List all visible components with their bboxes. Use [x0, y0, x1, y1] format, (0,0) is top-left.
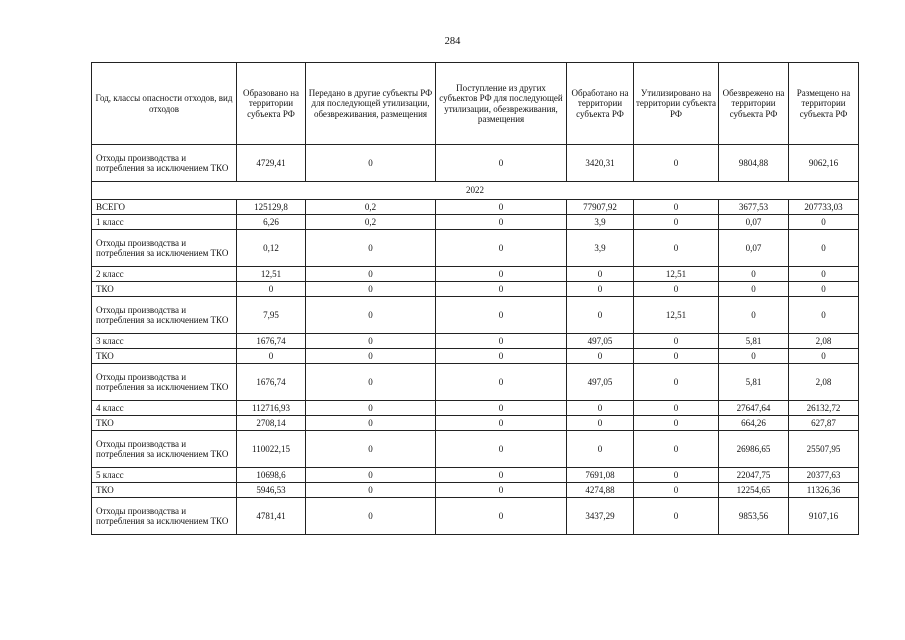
table-cell: 0 [436, 498, 567, 535]
row-label: Отходы производства и потребления за исключением ТКО [92, 297, 237, 334]
table-cell: 10698,6 [237, 468, 306, 483]
table-cell: 0 [634, 498, 719, 535]
table-cell: 0,12 [237, 230, 306, 267]
row-label: ВСЕГО [92, 200, 237, 215]
table-cell: 12,51 [634, 297, 719, 334]
table-cell: 0 [634, 431, 719, 468]
table-row [92, 215, 859, 230]
table-row [92, 431, 859, 468]
table-cell: 11326,36 [789, 483, 859, 498]
table-cell: 0 [567, 431, 634, 468]
row-label: ТКО [92, 282, 237, 297]
table-cell: 2,08 [789, 364, 859, 401]
table-cell: 12254,65 [719, 483, 789, 498]
page-number: 284 [444, 36, 461, 47]
table-cell: 112716,93 [237, 401, 306, 416]
table-cell: 12,51 [634, 267, 719, 282]
table-cell: 0 [634, 200, 719, 215]
column-header: Обезврежено на территории субъекта РФ [719, 63, 789, 145]
table-cell: 0 [306, 230, 436, 267]
table-cell: 0 [634, 145, 719, 182]
table-cell: 125129,8 [237, 200, 306, 215]
table-row [92, 483, 859, 498]
table-cell: 110022,15 [237, 431, 306, 468]
table-cell: 0 [719, 349, 789, 364]
table-cell: 4781,41 [237, 498, 306, 535]
table-cell: 9062,16 [789, 145, 859, 182]
table-cell: 9107,16 [789, 498, 859, 535]
table-cell: 5946,53 [237, 483, 306, 498]
table-cell: 0 [567, 416, 634, 431]
table-body-year [92, 200, 859, 535]
table-cell: 0 [306, 297, 436, 334]
row-label: ТКО [92, 483, 237, 498]
table-cell: 0 [436, 215, 567, 230]
table-cell: 497,05 [567, 334, 634, 349]
table-cell: 0 [634, 416, 719, 431]
table-cell: 26132,72 [789, 401, 859, 416]
table-cell: 0 [719, 282, 789, 297]
table-cell: 0 [634, 215, 719, 230]
table-row [92, 498, 859, 535]
table-cell: 0 [436, 483, 567, 498]
table-row [92, 297, 859, 334]
table-cell: 0 [436, 334, 567, 349]
table-row [92, 200, 859, 215]
table-cell: 497,05 [567, 364, 634, 401]
table-row [92, 334, 859, 349]
column-header: Утилизировано на территории субъекта РФ [634, 63, 719, 145]
table-cell: 25507,95 [789, 431, 859, 468]
table-cell: 0 [306, 498, 436, 535]
table-cell: 1676,74 [237, 364, 306, 401]
table-cell: 3420,31 [567, 145, 634, 182]
table-cell: 0 [567, 297, 634, 334]
table-cell: 0 [436, 401, 567, 416]
table-cell: 0 [237, 349, 306, 364]
table-row [92, 401, 859, 416]
row-label: 3 класс [92, 334, 237, 349]
table-header-row [92, 63, 859, 145]
table-cell: 3,9 [567, 215, 634, 230]
table-cell: 0 [436, 349, 567, 364]
table-cell: 0 [436, 364, 567, 401]
table-cell: 0 [436, 145, 567, 182]
table-cell: 0 [634, 468, 719, 483]
table-cell: 0 [436, 267, 567, 282]
table-cell: 20377,63 [789, 468, 859, 483]
row-label: 5 класс [92, 468, 237, 483]
table-row [92, 416, 859, 431]
table-cell: 0 [789, 282, 859, 297]
table-cell: 22047,75 [719, 468, 789, 483]
table-cell: 207733,03 [789, 200, 859, 215]
table-cell: 627,87 [789, 416, 859, 431]
table-cell: 0 [237, 282, 306, 297]
table-cell: 0 [789, 230, 859, 267]
table-cell: 5,81 [719, 364, 789, 401]
table-cell: 3677,53 [719, 200, 789, 215]
table-cell: 0 [436, 200, 567, 215]
table-cell: 0 [306, 145, 436, 182]
row-label: ТКО [92, 349, 237, 364]
table-cell: 0 [567, 349, 634, 364]
row-label: Отходы производства и потребления за исключением ТКО [92, 498, 237, 535]
table-body-top [92, 145, 859, 182]
year-row [92, 182, 859, 200]
table-cell: 0 [789, 215, 859, 230]
table-cell: 0 [634, 230, 719, 267]
table-cell: 0,2 [306, 200, 436, 215]
table-cell: 12,51 [237, 267, 306, 282]
column-header: Образовано на территории субъекта РФ [237, 63, 306, 145]
table-cell: 0 [789, 267, 859, 282]
table-cell: 664,26 [719, 416, 789, 431]
table-cell: 4274,88 [567, 483, 634, 498]
table-cell: 7691,08 [567, 468, 634, 483]
table-cell: 0 [306, 282, 436, 297]
row-label: Отходы производства и потребления за исключением ТКО [92, 230, 237, 267]
table-cell: 2708,14 [237, 416, 306, 431]
table-cell: 0 [567, 267, 634, 282]
table-cell: 0 [719, 297, 789, 334]
year-section [92, 182, 859, 200]
table-cell: 0 [436, 468, 567, 483]
waste-statistics-table [91, 62, 859, 535]
table-cell: 0,07 [719, 230, 789, 267]
table-cell: 0 [436, 431, 567, 468]
table-cell: 2,08 [789, 334, 859, 349]
table-cell: 0 [634, 483, 719, 498]
row-label: 1 класс [92, 215, 237, 230]
table-cell: 0 [634, 349, 719, 364]
table-cell: 0 [436, 230, 567, 267]
table-cell: 0 [634, 364, 719, 401]
table-cell: 0 [634, 282, 719, 297]
table-cell: 0 [719, 267, 789, 282]
table-cell: 0,2 [306, 215, 436, 230]
column-header: Размещено на территории субъекта РФ [789, 63, 859, 145]
row-label: 4 класс [92, 401, 237, 416]
column-header: Передано в другие субъекты РФ для последующей утилизации, обезвреживания, размещения [306, 63, 436, 145]
table-cell: 1676,74 [237, 334, 306, 349]
table-cell: 0 [436, 297, 567, 334]
row-label: Отходы производства и потребления за исключением ТКО [92, 431, 237, 468]
column-header: Обработано на территории субъекта РФ [567, 63, 634, 145]
row-label: Отходы производства и потребления за исключением ТКО [92, 145, 237, 182]
table-cell: 0 [436, 416, 567, 431]
table-cell: 3437,29 [567, 498, 634, 535]
year-label: 2022 [92, 182, 859, 200]
table-cell: 0,07 [719, 215, 789, 230]
table-cell: 26986,65 [719, 431, 789, 468]
table-cell: 0 [306, 483, 436, 498]
table-cell: 0 [567, 401, 634, 416]
table-cell: 0 [306, 401, 436, 416]
table-cell: 4729,41 [237, 145, 306, 182]
table-cell: 0 [306, 416, 436, 431]
table-cell: 0 [306, 267, 436, 282]
table-cell: 0 [306, 468, 436, 483]
row-label: Отходы производства и потребления за исключением ТКО [92, 364, 237, 401]
table-cell: 3,9 [567, 230, 634, 267]
table-cell: 0 [567, 282, 634, 297]
column-header: Год, классы опасности отходов, вид отходов [92, 63, 237, 145]
table-cell: 27647,64 [719, 401, 789, 416]
table-row [92, 145, 859, 182]
table-cell: 7,95 [237, 297, 306, 334]
table-row [92, 349, 859, 364]
column-header: Поступление из других субъектов РФ для последующей утилизации, обезвреживания, размещения [436, 63, 567, 145]
table-cell: 9853,56 [719, 498, 789, 535]
row-label: ТКО [92, 416, 237, 431]
table-cell: 0 [634, 334, 719, 349]
table-cell: 0 [436, 282, 567, 297]
table-cell: 77907,92 [567, 200, 634, 215]
table-row [92, 364, 859, 401]
table-cell: 0 [789, 349, 859, 364]
table-cell: 0 [789, 297, 859, 334]
table-cell: 6,26 [237, 215, 306, 230]
table-cell: 0 [306, 334, 436, 349]
table-cell: 0 [306, 431, 436, 468]
table-cell: 9804,88 [719, 145, 789, 182]
table-cell: 0 [306, 349, 436, 364]
table-row [92, 267, 859, 282]
table-cell: 0 [306, 364, 436, 401]
row-label: 2 класс [92, 267, 237, 282]
table-cell: 0 [634, 401, 719, 416]
table-cell: 5,81 [719, 334, 789, 349]
table-row [92, 282, 859, 297]
table-row [92, 468, 859, 483]
table-row [92, 230, 859, 267]
